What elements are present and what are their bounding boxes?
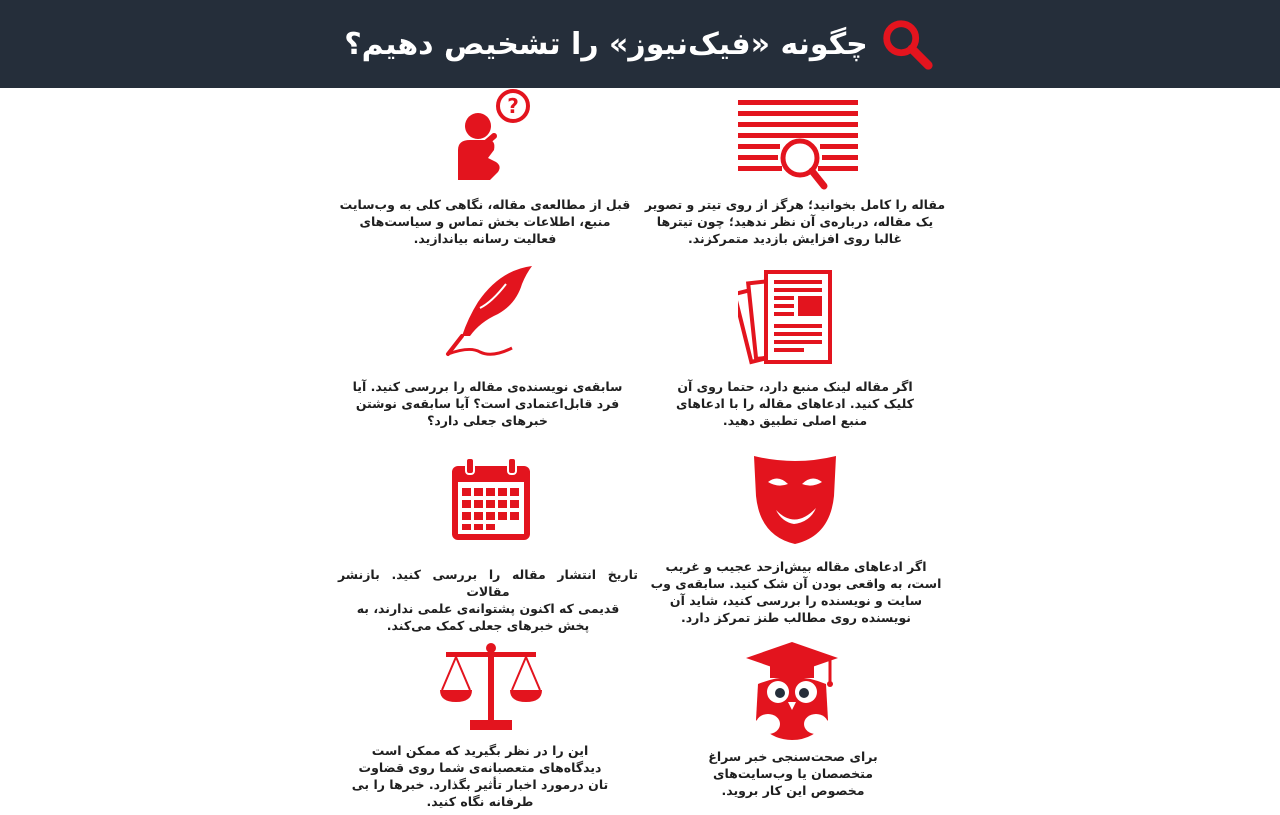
document-magnifier-icon	[738, 100, 858, 192]
documents-icon	[738, 268, 834, 366]
tip-text-6: تاریخ انتشار مقاله را بررسی کنید. بازنشر مقالات قدیمی که اکنون پشتوانه‌ی علمی ندارند، به پخش خبرهای جعلی کمک می‌کند.	[338, 567, 638, 633]
tip-text-1: مقاله را کامل بخوانید؛ هرگز از روی تیتر و تصویر یک مقاله، درباره‌ی آن نظر ندهید؛ چون تیترها غالبا روی افزایش بازدید متمرکزند.	[644, 197, 946, 246]
tip-text-3: اگر مقاله لینک منبع دارد، حتما روی آن کلیک کنید. ادعاهای مقاله را با ادعاهای منبع اصلی تطبیق دهید.	[676, 379, 914, 428]
calendar-icon	[450, 458, 532, 542]
tip-text-5: اگر ادعاهای مقاله بیش‌ازحد عجیب و غریب است، به واقعی بودن آن شک کنید. سابقه‌ی وب سایت و نویسنده را بررسی کنید، شاید آن نویسنده روی مطالب طنز تمرکز دارد.	[650, 559, 942, 625]
magnifier-icon	[878, 15, 936, 73]
person-question-icon	[450, 88, 535, 183]
owl-graduate-icon	[744, 640, 840, 740]
tip-text-7: برای صحت‌سنجی خبر سراغ متخصصان یا وب‌سایت‌های مخصوص این کار بروید.	[708, 749, 878, 798]
tip-text-4: سابقه‌ی نویسنده‌ی مقاله را بررسی کنید. آیا فرد قابل‌اعتمادی است؟ آیا سابقه‌ی نوشتن خبرهای جعلی دارد؟	[352, 379, 623, 428]
tip-text-8: این را در نظر بگیرید که ممکن است دیدگاه‌های متعصبانه‌ی شما روی قضاوت تان درمورد اخبار تأثیر بگذارد. خبرها را بی طرفانه نگاه کنید.	[351, 743, 609, 809]
tip-text-2: قبل از مطالعه‌ی مقاله، نگاهی کلی به وب‌سایت منبع، اطلاعات بخش تماس و سیاست‌های فعالیت رسانه بیاندازید.	[339, 197, 631, 246]
svg-text:?: ?	[507, 94, 519, 118]
quill-pen-icon	[440, 262, 540, 360]
comedy-mask-icon	[750, 452, 840, 546]
page-title: چگونه «فیک‌نیوز» را تشخیص دهیم؟	[344, 26, 868, 62]
header-bar	[0, 0, 1280, 88]
scales-icon	[438, 640, 544, 734]
